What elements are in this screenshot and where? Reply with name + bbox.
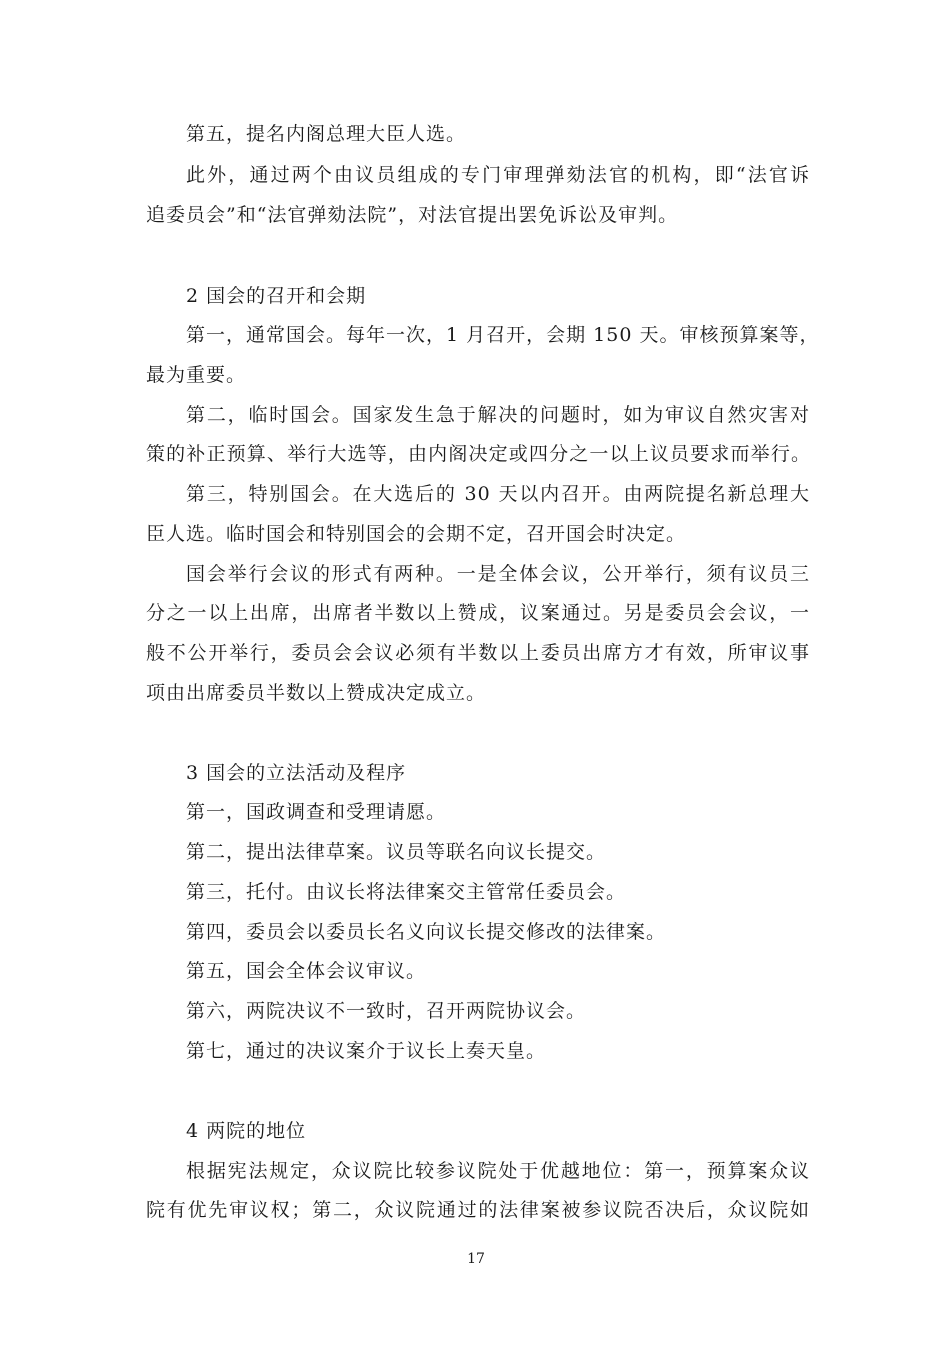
paragraph-line: 第三，托付。由议长将法律案交主管常任委员会。 (186, 881, 627, 903)
page-number: 17 (467, 1251, 485, 1267)
section-heading: 4 两院的地位 (186, 1120, 307, 1142)
paragraph-line: 第五，提名内阁总理大臣人选。 (186, 123, 467, 145)
section-heading: 2 国会的召开和会期 (186, 285, 367, 307)
paragraph-line: 第三，特别国会。在大选后的 30 天以内召开。由两院提名新总理大 (186, 483, 810, 505)
paragraph-line: 第一，通常国会。每年一次，1 月召开，会期 150 天。审核预算案等， (186, 324, 820, 346)
section-heading: 3 国会的立法活动及程序 (186, 762, 407, 784)
paragraph-line: 追委员会”和“法官弹劾法院”，对法官提出罢免诉讼及审判。 (146, 204, 679, 226)
paragraph-line: 分之一以上出席，出席者半数以上赞成，议案通过。另是委员会会议，一 (146, 602, 810, 624)
paragraph-line: 第二，临时国会。国家发生急于解决的问题时，如为审议自然灾害对 (186, 404, 810, 426)
paragraph-line: 根据宪法规定，众议院比较参议院处于优越地位：第一，预算案众议 (186, 1160, 810, 1182)
paragraph-line: 臣人选。临时国会和特别国会的会期不定，召开国会时决定。 (146, 523, 687, 545)
paragraph-line: 第二，提出法律草案。议员等联名向议长提交。 (186, 841, 607, 863)
paragraph-line: 策的补正预算、举行大选等，由内阁决定或四分之一以上议员要求而举行。 (146, 443, 810, 465)
paragraph-line: 第七，通过的决议案介于议长上奏天皇。 (186, 1040, 547, 1062)
paragraph-line: 最为重要。 (146, 364, 247, 386)
paragraph-line: 院有优先审议权；第二，众议院通过的法律案被参议院否决后，众议院如 (146, 1199, 810, 1221)
paragraph-line: 第六，两院决议不一致时，召开两院协议会。 (186, 1000, 587, 1022)
paragraph-line: 项由出席委员半数以上赞成决定成立。 (146, 682, 487, 704)
paragraph-line: 般不公开举行，委员会会议必须有半数以上委员出席方才有效，所审议事 (146, 642, 810, 664)
paragraph-line: 第五，国会全体会议审议。 (186, 960, 427, 982)
paragraph-line: 第四，委员会以委员长名义向议长提交修改的法律案。 (186, 921, 667, 943)
paragraph-line: 此外，通过两个由议员组成的专门审理弹劾法官的机构，即“法官诉 (186, 164, 810, 186)
paragraph-line: 国会举行会议的形式有两种。一是全体会议，公开举行，须有议员三 (186, 563, 810, 585)
paragraph-line: 第一，国政调查和受理请愿。 (186, 801, 447, 823)
